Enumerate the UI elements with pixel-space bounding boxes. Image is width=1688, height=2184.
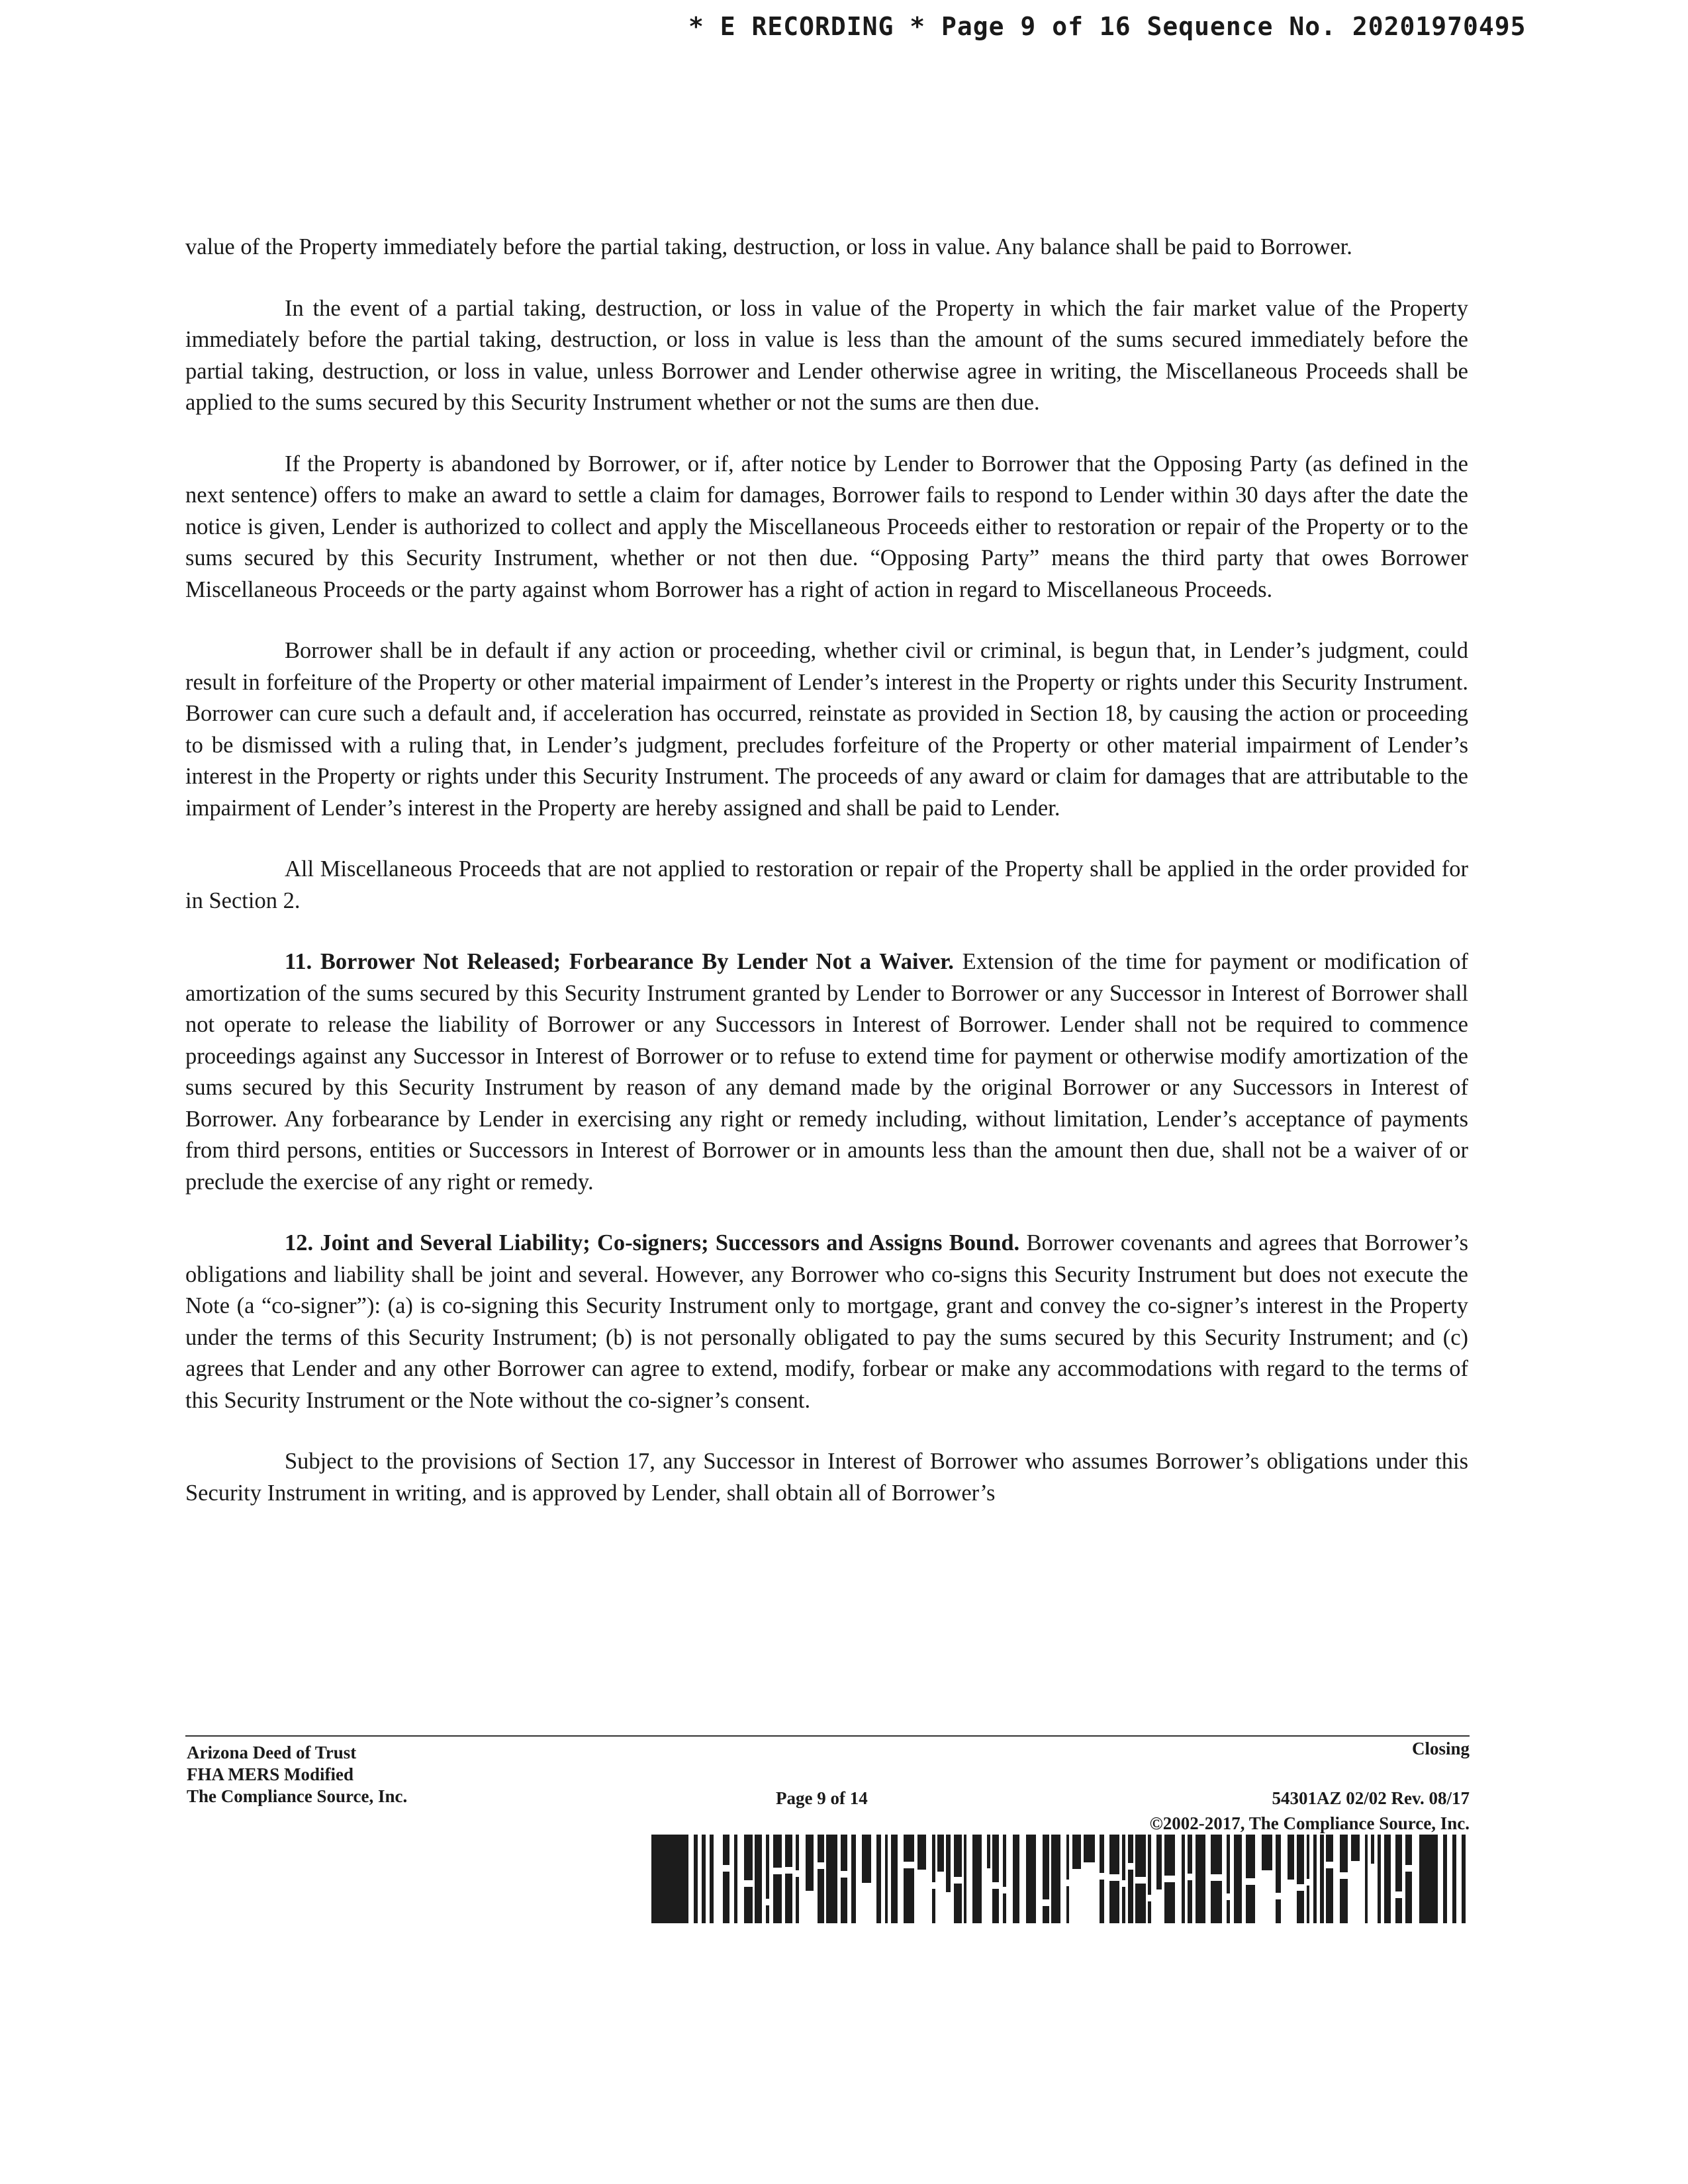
barcode-bar [1307, 1886, 1309, 1923]
footer-copyright: ©2002-2017, The Compliance Source, Inc. [1149, 1813, 1470, 1833]
barcode-bar [723, 1835, 729, 1865]
paragraph-abandonment: If the Property is abandoned by Borrower, or if, after notice by Lender to Borrower that the Opposing Party (as defined in the next sentence) offers to make an award to settle a claim for damages, Borrower fails to respond to Lender within 30 days after the date the notice is given, Lender is authorized to collect and apply the Miscellaneous Proceeds either to restoration or repair of the Property or to the sums secured by this Security Instrument, whether or not then due. “Opposing Party” means the third party that owes Borrower Miscellaneous Proceeds or the party against whom Borrower has a right of action in regard to Miscellaneous Proceeds. [185, 451, 1468, 602]
footer-publisher: The Compliance Source, Inc. [187, 1786, 408, 1806]
paragraph-partial-taking: In the event of a partial taking, destruction, or loss in value of the Property in which the fair market value of the Property immediately before the partial taking, destruction, or loss in value is less than the amount of the sums secured immediately before the partial taking, destruction, or loss in value, unless Borrower and Lender otherwise agree in writing, the Miscellaneous Proceeds shall be applied to the sums secured by this Security Instrument whether or not the sums are then due. [185, 295, 1468, 415]
barcode-bar [1211, 1881, 1222, 1923]
barcode-bar [1234, 1835, 1242, 1923]
barcode-bar [1326, 1835, 1333, 1862]
barcode-bar [932, 1835, 935, 1882]
barcode-bar [1384, 1835, 1391, 1923]
barcode-bar [785, 1835, 792, 1867]
barcode-bar [1109, 1881, 1119, 1923]
barcode-bar [1135, 1835, 1146, 1877]
barcode-bar [904, 1835, 914, 1862]
barcode-bar [818, 1835, 824, 1862]
barcode-bar [1246, 1885, 1255, 1923]
barcode-bar [773, 1835, 782, 1868]
barcode-bar [1340, 1835, 1348, 1872]
paragraph-misc-proceeds: All Miscellaneous Proceeds that are not applied to restoration or repair of the Property shall be applied in the order provided for in Section 2. [185, 856, 1468, 913]
barcode-bar [1452, 1835, 1456, 1923]
barcode-bar [1164, 1882, 1175, 1923]
barcode-bar [992, 1835, 999, 1882]
barcode-bar [1378, 1835, 1381, 1923]
barcode-bar [904, 1868, 914, 1923]
barcode-bar [1148, 1901, 1151, 1923]
barcode-bar [1405, 1872, 1412, 1923]
barcode-bar [1128, 1870, 1133, 1923]
barcode-bar [744, 1835, 753, 1880]
barcode-bar [1066, 1886, 1069, 1923]
recording-header: * E RECORDING * Page 9 of 16 Sequence No. 20201970495 [688, 12, 1526, 41]
barcode-bar [1246, 1835, 1255, 1878]
barcode-bar [734, 1835, 737, 1923]
barcode-bar [1072, 1835, 1081, 1869]
barcode-bar [1043, 1906, 1049, 1923]
barcode-bar [1365, 1835, 1368, 1923]
barcode-bar [796, 1877, 799, 1923]
barcode-bar [1122, 1887, 1125, 1923]
barcode-bar [1297, 1835, 1304, 1884]
barcode-bar [1462, 1835, 1466, 1923]
barcode-bar [1084, 1835, 1095, 1862]
footer-left [187, 1742, 407, 1807]
barcode-bar [1164, 1835, 1175, 1876]
barcode-bar [1227, 1900, 1230, 1923]
barcode-bar [1297, 1891, 1304, 1923]
barcode-bar [1156, 1835, 1162, 1889]
barcode-bar [1003, 1835, 1006, 1887]
barcode-bar [932, 1889, 935, 1923]
barcode-bar [1227, 1835, 1230, 1893]
barcode-bar [1013, 1835, 1019, 1923]
barcode-bar [796, 1835, 799, 1870]
section-12-body: Borrower covenants and agrees that Borrower’s obligations and liability shall be joint and several. However, any Borrower who co-signs this Security Instrument but does not execute the Note (a “co-signer”): (a) is co-signing this Security Instrument only to mortgage, grant and convey the co-signer’s interest in the Property under the terms of this Security Instrument; (b) is not personally obligated to pay the sums secured by this Security Instrument; and (c) agrees that Lender and any other Borrower can agree to extend, modify, forbear or make any accommodations with regard to the terms of this Security Instrument or the Note without the co-signer’s consent. [185, 1230, 1468, 1413]
barcode-bar [1109, 1835, 1119, 1874]
barcode-bar [1443, 1835, 1447, 1923]
barcode-bar [841, 1835, 847, 1871]
barcode-bar [1043, 1835, 1049, 1899]
barcode-bar [806, 1835, 814, 1891]
barcode-bar [1351, 1835, 1360, 1861]
footer-page-number: Page 9 of 14 [776, 1788, 868, 1808]
barcode-bar [1371, 1835, 1374, 1864]
paragraph-successor: Subject to the provisions of Section 17, any Successor in Interest of Borrower who assumes Borrower’s obligations under this Security Instrument in writing, and is approved by Lender, shall obtain all of Borrower’s [185, 1449, 1468, 1506]
footer-stage: Closing [1411, 1739, 1470, 1758]
barcode-bar [773, 1874, 782, 1923]
barcode-bar [766, 1905, 769, 1923]
barcode-bar [1100, 1880, 1104, 1923]
barcode-bar [694, 1835, 698, 1923]
barcode-bar [1276, 1899, 1281, 1923]
section-11-body: Extension of the time for payment or modification of amortization of the sums secured by this Security Instrument granted by Lender to Borrower or any Successor in Interest of Borrower shall not operate to release the liability of Borrower or any Successors in Interest of Borrower. Lender shall not be required to commence proceedings against any Successor in Interest of Borrower or to refuse to extend time for payment or otherwise modify amortization of the sums secured by this Security Instrument by reason of any demand made by the original Borrower or any Successors in Interest of Borrower. Any forbearance by Lender in exercising any right or remedy including, without limitation, Lender’s acceptance of payments from third persons, entities or Successors in Interest of Borrower or in amounts less than the amount then due, shall not be a waiver of or preclude the exercise of any right or remedy. [185, 949, 1468, 1195]
footer-doc-subtitle: FHA MERS Modified [187, 1764, 354, 1784]
section-11-heading: 11. Borrower Not Released; Forbearance By Lender Not a Waiver. [285, 949, 954, 974]
barcode-bar [1026, 1835, 1036, 1923]
barcode-bar [744, 1887, 753, 1923]
barcode-bar [1100, 1835, 1104, 1873]
barcode-bar [841, 1878, 847, 1923]
barcode-bar [1211, 1835, 1222, 1874]
barcode-bar [1051, 1835, 1060, 1923]
footer-divider [185, 1735, 1470, 1737]
barcode-bar [1405, 1835, 1412, 1865]
barcode-bar [972, 1835, 982, 1923]
barcode-bar [885, 1835, 888, 1923]
barcode-bar [1276, 1835, 1281, 1893]
barcode-bar [710, 1835, 714, 1923]
barcode-bar [1066, 1835, 1069, 1880]
barcode-bar [1196, 1835, 1205, 1923]
barcode-bar [1288, 1835, 1294, 1880]
barcode-bar [1326, 1868, 1333, 1923]
section-12-heading: 12. Joint and Several Liability; Co-signers; Successors and Assigns Bound. [285, 1230, 1020, 1255]
barcode-bar [992, 1889, 999, 1923]
barcode-bar [862, 1835, 871, 1883]
footer-doc-title: Arizona Deed of Trust [187, 1743, 357, 1762]
barcode-bar [1419, 1835, 1438, 1923]
barcode-bar [818, 1869, 824, 1923]
barcode-bar [1340, 1879, 1348, 1923]
barcode-bar [702, 1835, 706, 1923]
barcode-bar [1262, 1835, 1272, 1870]
barcode-bar [917, 1835, 926, 1870]
barcode-bar [954, 1835, 962, 1877]
barcode-bar [826, 1835, 837, 1923]
barcode-bar [1135, 1884, 1146, 1923]
barcode-bar [987, 1835, 990, 1868]
barcode-bar [937, 1835, 944, 1872]
barcode-bar [755, 1835, 762, 1923]
barcode-bar [723, 1872, 729, 1923]
barcode-bar [851, 1835, 856, 1923]
document-body [185, 232, 1468, 1539]
footer-form-number: 54301AZ 02/02 Rev. 08/17 [1272, 1788, 1470, 1808]
barcode-bar [651, 1835, 688, 1923]
barcode-bar [1128, 1835, 1133, 1863]
barcode-bar [946, 1835, 951, 1892]
barcode [651, 1835, 1471, 1923]
barcode-bar [1003, 1893, 1006, 1923]
barcode-bar [1188, 1835, 1192, 1874]
barcode-bar [1395, 1835, 1402, 1891]
barcode-bar [1395, 1898, 1402, 1923]
paragraph-default: Borrower shall be in default if any action or proceeding, whether civil or criminal, is begun that, in Lender’s judgment, could result in forfeiture of the Property or other material impairment of Lender’s interest in the Property or rights under this Security Instrument. Borrower can cure such a default and, if acceleration has occurred, reinstate as provided in Section 18, by causing the action or proceeding to be dismissed with a ruling that, in Lender’s judgment, precludes forfeiture of the Property or other material impairment of Lender’s interest in the Property or rights under this Security Instrument. The proceeds of any award or claim for damages that are attributable to the impairment of Lender’s interest in the Property are hereby assigned and shall be paid to Lender. [185, 638, 1468, 821]
barcode-bar [766, 1835, 769, 1899]
barcode-bar [1148, 1835, 1151, 1895]
barcode-bar [1313, 1835, 1317, 1923]
barcode-bar [1307, 1835, 1309, 1879]
barcode-bar [1122, 1835, 1125, 1880]
paragraph-continuation: value of the Property immediately before the partial taking, destruction, or loss in value. Any balance shall be paid to Borrower. [185, 234, 1352, 259]
barcode-bar [964, 1835, 966, 1923]
barcode-bar [1188, 1880, 1192, 1923]
barcode-bar [1320, 1835, 1324, 1923]
section-12 [185, 1228, 1468, 1416]
section-11 [185, 946, 1468, 1198]
barcode-bar [876, 1835, 881, 1923]
barcode-bar [785, 1874, 792, 1923]
barcode-bar [954, 1884, 962, 1923]
barcode-bar [891, 1835, 898, 1923]
barcode-bar [1182, 1835, 1185, 1923]
